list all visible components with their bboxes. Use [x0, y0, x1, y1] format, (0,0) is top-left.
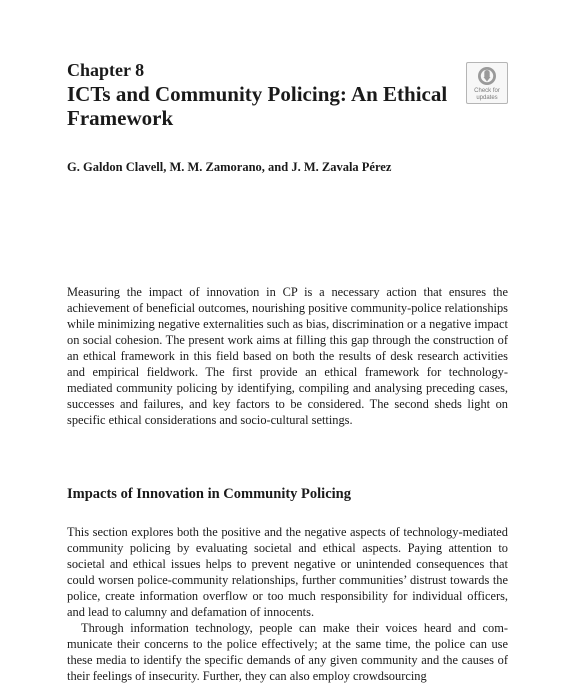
check-for-updates-icon	[477, 66, 497, 86]
chapter-number: Chapter 8	[67, 60, 145, 80]
check-for-updates-label: Check for updates	[474, 88, 500, 101]
author-list: G. Galdon Clavell, M. M. Zamorano, and J. M. Zavala Pérez	[67, 160, 392, 174]
body-paragraph: This section explores both the positive and the negative aspects of technology-mediated community policing by evaluating societal and ethical aspects. Paying attention to societal and ethical issues helps to prevent negative or unintended consequences that could worsen police-community relationships, further communities’ distrust towards the police, create information overflow or too much responsibility for individual officers, and lead to calumny and defamation of innocents.	[67, 525, 508, 619]
abstract-paragraph: Measuring the impact of innovation in CP is a necessary action that ensures the achievement of beneficial outcomes, nourishing positive community-police relationships while minimizing negative externalities such as bias, discrimination or a negative impact on social cohesion. The present work aims at filling this gap through the construction of an ethical framework in this field based on both the results of desk research activities and empirical fieldwork. The first provide an ethical framework for technology-mediated community policing by identifying, compiling and analysing preceding cases, successes and failures, and key factors to be considered. The second sheds light on specific ethical considerations and socio-cultural settings.	[67, 285, 508, 427]
body-paragraph: Through information technology, people can make their voices heard and communicate their concerns to the police effectively; at the same time, the police can use these media to identify the specific demands of any given community and the causes of their feelings of insecurity. Further, they can also employ crowdsourcing	[67, 621, 508, 683]
check-for-updates-badge[interactable]	[466, 62, 508, 104]
section-heading: Impacts of Innovation in Community Policing	[67, 486, 351, 502]
chapter-title: ICTs and Community Policing: An Ethical Framework	[67, 82, 448, 130]
